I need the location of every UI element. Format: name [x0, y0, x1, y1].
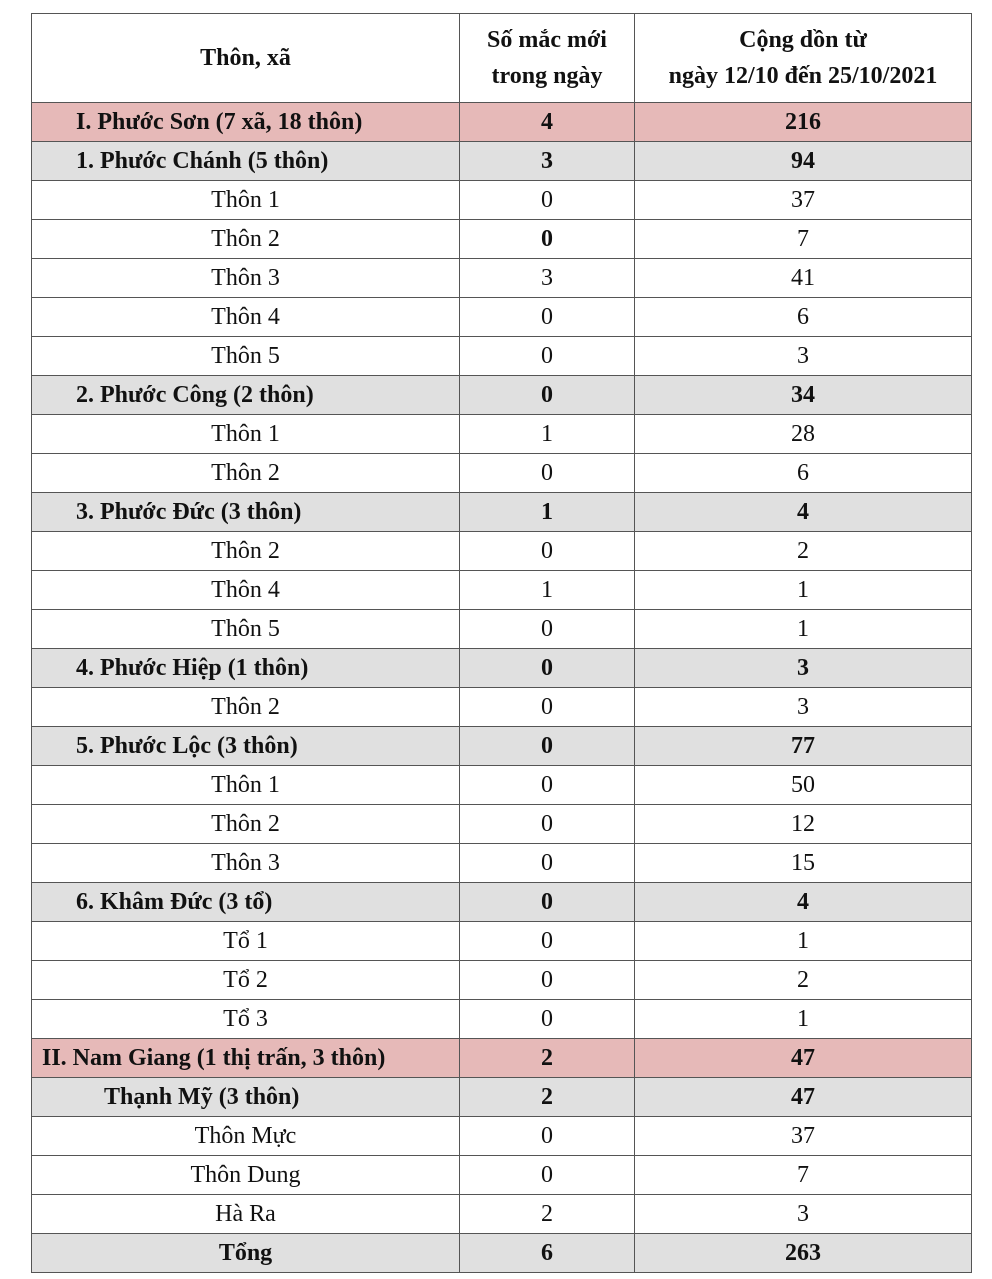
row-name: 1. Phước Chánh (5 thôn)	[32, 142, 460, 181]
row-cumulative: 2	[635, 532, 972, 571]
row-cumulative: 94	[635, 142, 972, 181]
table-row	[32, 571, 972, 610]
row-new-cases: 0	[460, 727, 635, 766]
row-cumulative: 1	[635, 610, 972, 649]
total-label: Tổng	[32, 1234, 460, 1273]
row-name: Thôn 4	[32, 571, 460, 610]
row-cumulative: 47	[635, 1039, 972, 1078]
row-cumulative: 3	[635, 1195, 972, 1234]
row-name: Thôn 2	[32, 688, 460, 727]
row-new-cases: 0	[460, 961, 635, 1000]
table-row	[32, 220, 972, 259]
row-name: Thôn Dung	[32, 1156, 460, 1195]
row-cumulative: 12	[635, 805, 972, 844]
row-new-cases: 0	[460, 220, 635, 259]
row-name: 3. Phước Đức (3 thôn)	[32, 493, 460, 532]
row-new-cases: 0	[460, 766, 635, 805]
row-new-cases: 4	[460, 103, 635, 142]
row-cumulative: 37	[635, 181, 972, 220]
row-name: Hà Ra	[32, 1195, 460, 1234]
table-row	[32, 688, 972, 727]
row-name: 4. Phước Hiệp (1 thôn)	[32, 649, 460, 688]
row-new-cases: 0	[460, 1117, 635, 1156]
row-cumulative: 37	[635, 1117, 972, 1156]
row-name: Thôn 2	[32, 220, 460, 259]
row-cumulative: 4	[635, 493, 972, 532]
commune-row	[32, 493, 972, 532]
row-new-cases: 0	[460, 454, 635, 493]
total-row	[32, 1234, 972, 1273]
table-row	[32, 259, 972, 298]
header-cum-line1: Cộng dồn từ	[739, 27, 867, 53]
commune-row	[32, 142, 972, 181]
cases-table	[31, 13, 972, 1273]
row-cumulative: 15	[635, 844, 972, 883]
row-new-cases: 3	[460, 259, 635, 298]
table-row	[32, 610, 972, 649]
row-name: Thôn 3	[32, 844, 460, 883]
commune-row	[32, 883, 972, 922]
header-cum-line2: ngày 12/10 đến 25/10/2021	[668, 63, 938, 89]
row-name: Thôn 2	[32, 454, 460, 493]
row-cumulative: 41	[635, 259, 972, 298]
row-name: Tổ 2	[32, 961, 460, 1000]
table-row	[32, 181, 972, 220]
table-body	[32, 103, 972, 1234]
row-name: 6. Khâm Đức (3 tổ)	[32, 883, 460, 922]
header-new-line1: Số mắc mới	[487, 27, 607, 53]
row-name: Thôn 1	[32, 415, 460, 454]
row-name: Thạnh Mỹ (3 thôn)	[32, 1078, 460, 1117]
row-name: Thôn 4	[32, 298, 460, 337]
row-name: I. Phước Sơn (7 xã, 18 thôn)	[32, 103, 460, 142]
table-row	[32, 1156, 972, 1195]
commune-row	[32, 727, 972, 766]
row-cumulative: 50	[635, 766, 972, 805]
row-cumulative: 6	[635, 454, 972, 493]
district-row	[32, 103, 972, 142]
table-row	[32, 1000, 972, 1039]
row-cumulative: 2	[635, 961, 972, 1000]
row-cumulative: 4	[635, 883, 972, 922]
row-cumulative: 1	[635, 571, 972, 610]
commune-row	[32, 649, 972, 688]
row-cumulative: 7	[635, 1156, 972, 1195]
total-new-cases: 6	[460, 1234, 635, 1273]
row-name: Thôn Mực	[32, 1117, 460, 1156]
table-row	[32, 454, 972, 493]
row-name: Thôn 5	[32, 610, 460, 649]
table-row	[32, 844, 972, 883]
row-cumulative: 1	[635, 1000, 972, 1039]
row-new-cases: 0	[460, 805, 635, 844]
row-new-cases: 0	[460, 844, 635, 883]
row-name: Thôn 2	[32, 532, 460, 571]
row-name: Thôn 2	[32, 805, 460, 844]
row-cumulative: 3	[635, 688, 972, 727]
row-name: Thôn 1	[32, 766, 460, 805]
header-cumulative	[635, 14, 972, 103]
table-row	[32, 415, 972, 454]
table-row	[32, 337, 972, 376]
row-new-cases: 0	[460, 532, 635, 571]
row-new-cases: 1	[460, 493, 635, 532]
row-new-cases: 0	[460, 688, 635, 727]
row-cumulative: 47	[635, 1078, 972, 1117]
row-name: Tổ 1	[32, 922, 460, 961]
row-cumulative: 28	[635, 415, 972, 454]
total-cumulative: 263	[635, 1234, 972, 1273]
row-new-cases: 2	[460, 1195, 635, 1234]
row-new-cases: 0	[460, 298, 635, 337]
row-cumulative: 3	[635, 649, 972, 688]
commune-row	[32, 1078, 972, 1117]
row-new-cases: 0	[460, 1000, 635, 1039]
header-new-cases	[460, 14, 635, 103]
row-new-cases: 0	[460, 337, 635, 376]
row-name: Thôn 3	[32, 259, 460, 298]
row-name: Thôn 1	[32, 181, 460, 220]
row-new-cases: 2	[460, 1078, 635, 1117]
header-village-commune: Thôn, xã	[32, 14, 460, 103]
row-new-cases: 0	[460, 922, 635, 961]
table-row	[32, 1195, 972, 1234]
commune-row	[32, 376, 972, 415]
table-header-row	[32, 14, 972, 103]
row-cumulative: 1	[635, 922, 972, 961]
header-new-line2: trong ngày	[491, 63, 603, 89]
row-cumulative: 77	[635, 727, 972, 766]
table-row	[32, 1117, 972, 1156]
row-name: Tổ 3	[32, 1000, 460, 1039]
row-new-cases: 0	[460, 883, 635, 922]
table-row	[32, 961, 972, 1000]
row-cumulative: 7	[635, 220, 972, 259]
table-row	[32, 922, 972, 961]
row-name: Thôn 5	[32, 337, 460, 376]
row-cumulative: 34	[635, 376, 972, 415]
row-new-cases: 0	[460, 1156, 635, 1195]
row-new-cases: 2	[460, 1039, 635, 1078]
row-name: II. Nam Giang (1 thị trấn, 3 thôn)	[32, 1039, 460, 1078]
row-new-cases: 1	[460, 415, 635, 454]
row-new-cases: 1	[460, 571, 635, 610]
row-new-cases: 0	[460, 649, 635, 688]
row-new-cases: 0	[460, 181, 635, 220]
table-row	[32, 766, 972, 805]
row-name: 5. Phước Lộc (3 thôn)	[32, 727, 460, 766]
row-cumulative: 3	[635, 337, 972, 376]
table-row	[32, 532, 972, 571]
row-cumulative: 6	[635, 298, 972, 337]
row-new-cases: 0	[460, 376, 635, 415]
table-row	[32, 298, 972, 337]
row-cumulative: 216	[635, 103, 972, 142]
row-new-cases: 0	[460, 610, 635, 649]
row-new-cases: 3	[460, 142, 635, 181]
table-row	[32, 805, 972, 844]
district-row	[32, 1039, 972, 1078]
row-name: 2. Phước Công (2 thôn)	[32, 376, 460, 415]
